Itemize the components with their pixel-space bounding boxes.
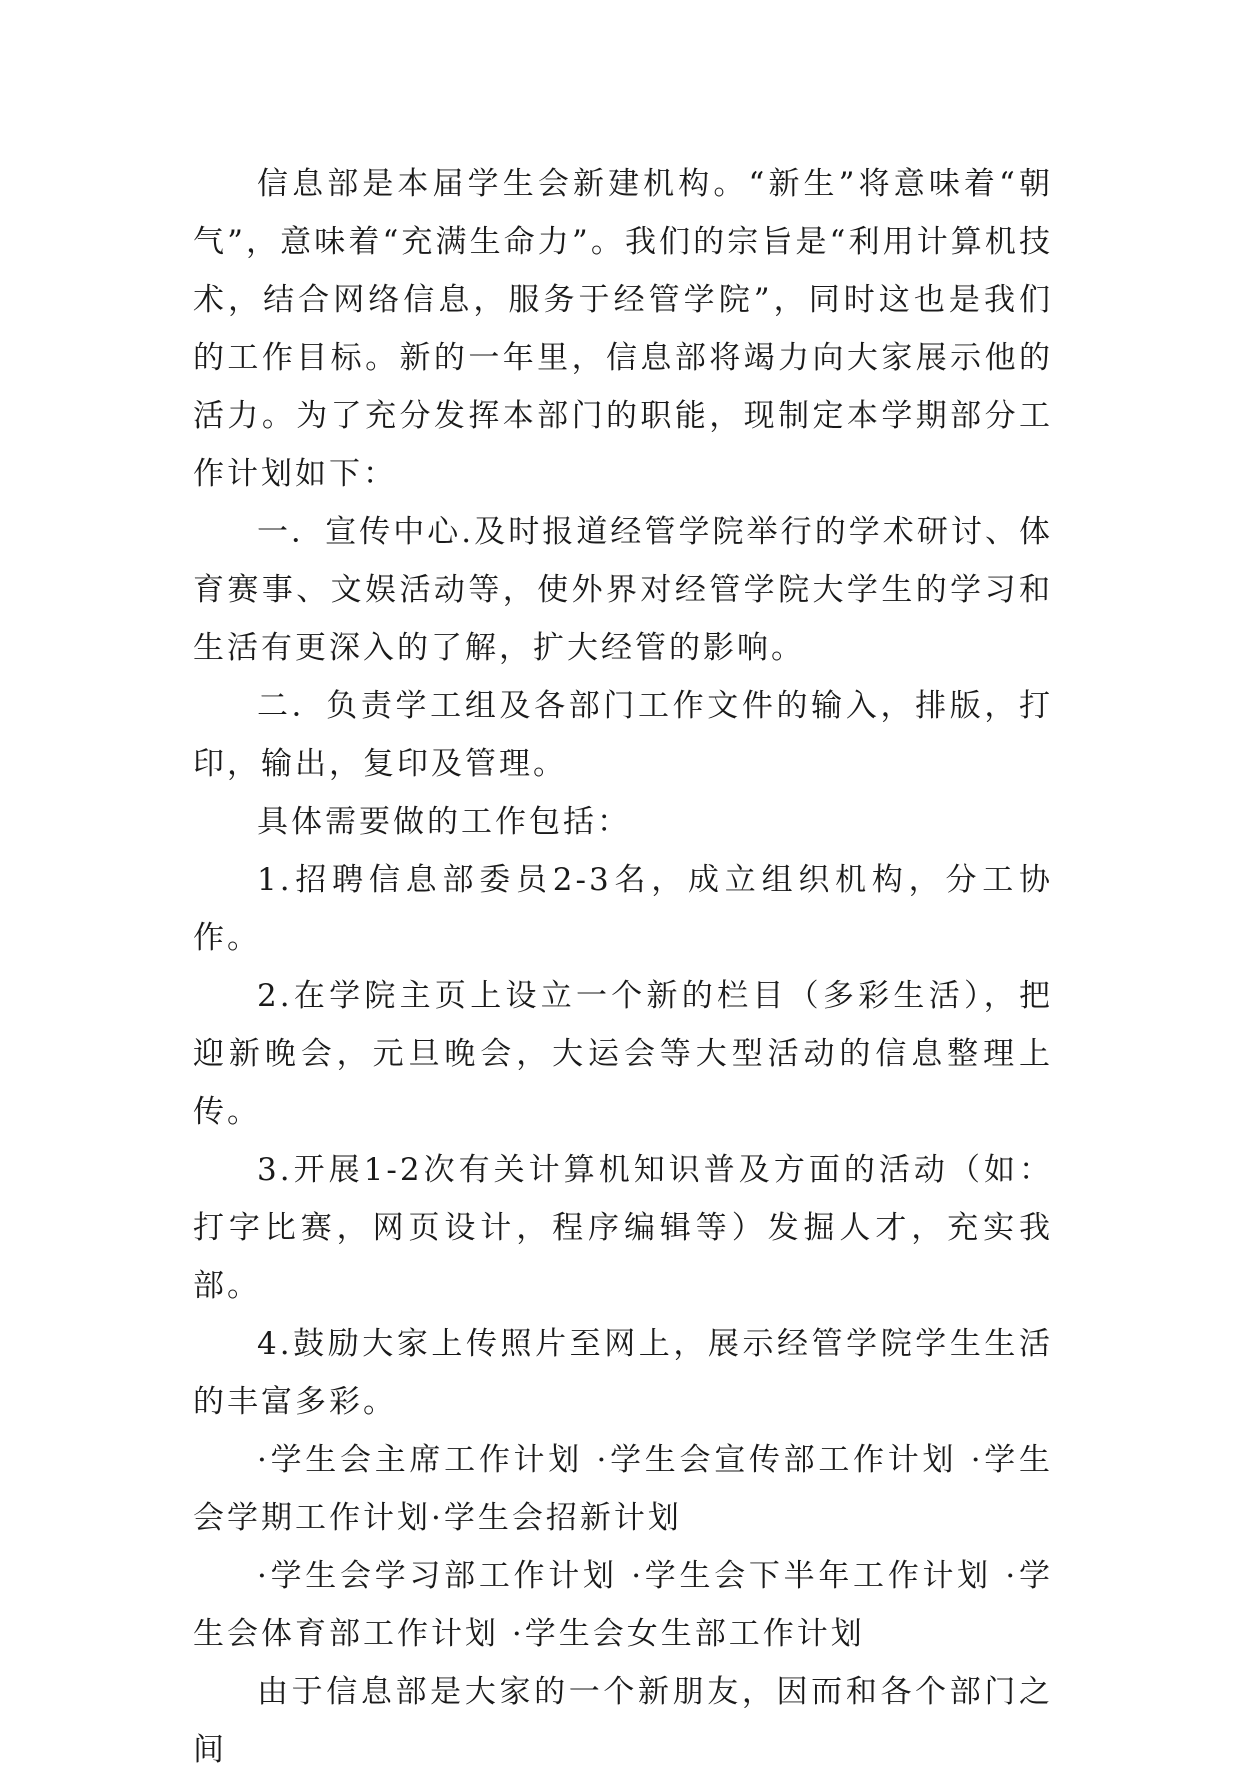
paragraph-intro: 信息部是本届学生会新建机构。“新生”将意味着“朝气”，意味着“充满生命力”。我们的宗旨是“利用计算机技术，结合网络信息，服务于经管学院”，同时这也是我们的工作目标。新的一年里，信息部将竭力向大家展示他的活力。为了充分发挥本部门的职能，现制定本学期部分工作计划如下： (193, 166, 1053, 492)
paragraph-closing: 由于信息部是大家的一个新朋友，因而和各个部门之间 (193, 1674, 1053, 1768)
document-body (193, 155, 1053, 1779)
paragraph-item-one: 一．宣传中心.及时报道经管学院举行的学术研讨、体育赛事、文娱活动等，使外界对经管学院大学生的学习和生活有更深入的了解，扩大经管的影响。 (193, 514, 1053, 666)
related-links-line-2: ·学生会学习部工作计划 ·学生会下半年工作计划 ·学生会体育部工作计划 ·学生会女生部工作计划 (193, 1558, 1053, 1652)
paragraph-task-2: 2.在学院主页上设立一个新的栏目（多彩生活），把迎新晚会，元旦晚会，大运会等大型活动的信息整理上传。 (193, 978, 1053, 1130)
paragraph-task-4: 4.鼓励大家上传照片至网上，展示经管学院学生生活的丰富多彩。 (193, 1326, 1053, 1420)
paragraph-task-3: 3.开展1-2次有关计算机知识普及方面的活动（如：打字比赛，网页设计，程序编辑等）发掘人才，充实我部。 (193, 1152, 1053, 1304)
paragraph-task-1: 1.招聘信息部委员2-3名，成立组织机构，分工协作。 (193, 862, 1053, 956)
paragraph-item-two: 二．负责学工组及各部门工作文件的输入，排版，打印，输出，复印及管理。 (193, 688, 1053, 782)
related-links-line-1: ·学生会主席工作计划 ·学生会宣传部工作计划 ·学生会学期工作计划·学生会招新计划 (193, 1442, 1053, 1536)
paragraph-tasks-heading: 具体需要做的工作包括： (257, 804, 631, 840)
